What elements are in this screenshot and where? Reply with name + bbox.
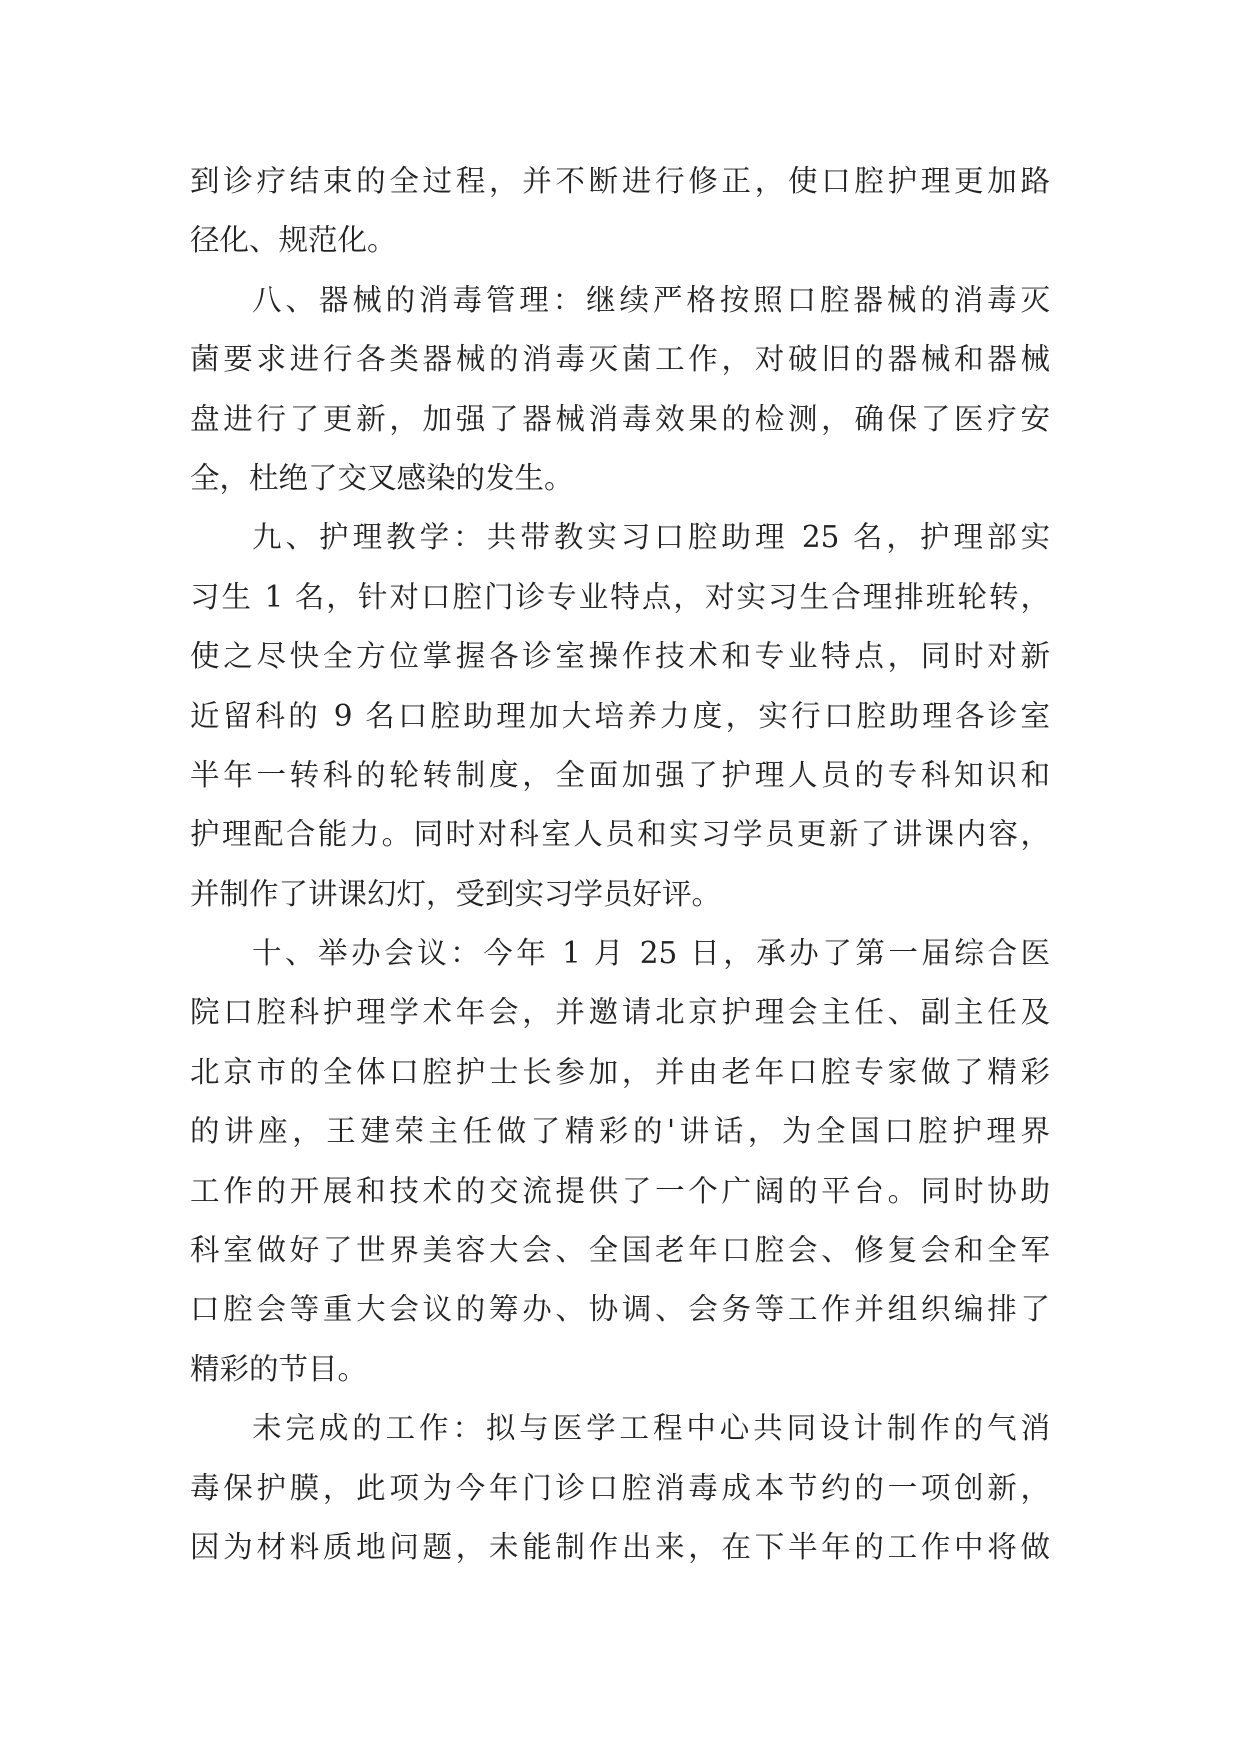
text-line: 菌要求进行各类器械的消毒灭菌工作，对破旧的器械和器械 bbox=[190, 342, 1050, 377]
text-line: 习生 1 名，针对口腔门诊专业特点，对实习生合理排班轮转， bbox=[190, 579, 1050, 614]
text-line: 因为材料质地问题，未能制作出来，在下半年的工作中将做 bbox=[190, 1529, 1050, 1564]
text-line: 的讲座，王建荣主任做了精彩的'讲话，为全国口腔护理界 bbox=[190, 1114, 1050, 1149]
text-line: 八、器械的消毒管理：继续严格按照口腔器械的消毒灭 bbox=[252, 282, 1050, 317]
text-line: 毒保护膜，此项为今年门诊口腔消毒成本节约的一项创新， bbox=[190, 1470, 1050, 1505]
document-body bbox=[190, 152, 1050, 1577]
text-line: 径化、规范化。 bbox=[190, 223, 397, 258]
text-line: 全，杜绝了交叉感染的发生。 bbox=[190, 460, 574, 495]
text-line: 口腔会等重大会议的筹办、协调、会务等工作并组织编排了 bbox=[190, 1292, 1050, 1327]
text-line: 使之尽快全方位掌握各诊室操作技术和专业特点，同时对新 bbox=[190, 639, 1050, 674]
text-line: 北京市的全体口腔护士长参加，并由老年口腔专家做了精彩 bbox=[190, 1054, 1050, 1089]
text-line: 盘进行了更新，加强了器械消毒效果的检测，确保了医疗安 bbox=[190, 401, 1050, 436]
text-line: 院口腔科护理学术年会，并邀请北京护理会主任、副主任及 bbox=[190, 995, 1050, 1030]
text-line: 护理配合能力。同时对科室人员和实习学员更新了讲课内容， bbox=[190, 817, 1050, 852]
text-line: 科室做好了世界美容大会、全国老年口腔会、修复会和全军 bbox=[190, 1233, 1050, 1268]
text-line: 到诊疗结束的全过程，并不断进行修正，使口腔护理更加路 bbox=[190, 164, 1050, 198]
text-line: 九、护理教学：共带教实习口腔助理 25 名，护理部实 bbox=[252, 520, 1050, 555]
text-line: 精彩的节目。 bbox=[190, 1351, 368, 1386]
text-line: 工作的开展和技术的交流提供了一个广阔的平台。同时协助 bbox=[190, 1173, 1050, 1208]
text-line: 近留科的 9 名口腔助理加大培养力度，实行口腔助理各诊室 bbox=[190, 698, 1050, 733]
text-line: 十、举办会议：今年 1 月 25 日，承办了第一届综合医 bbox=[252, 936, 1050, 971]
text-line: 未完成的工作：拟与医学工程中心共同设计制作的气消 bbox=[252, 1411, 1050, 1446]
text-line: 半年一转科的轮转制度，全面加强了护理人员的专科知识和 bbox=[190, 757, 1050, 792]
text-line: 并制作了讲课幻灯，受到实习学员好评。 bbox=[190, 876, 722, 911]
